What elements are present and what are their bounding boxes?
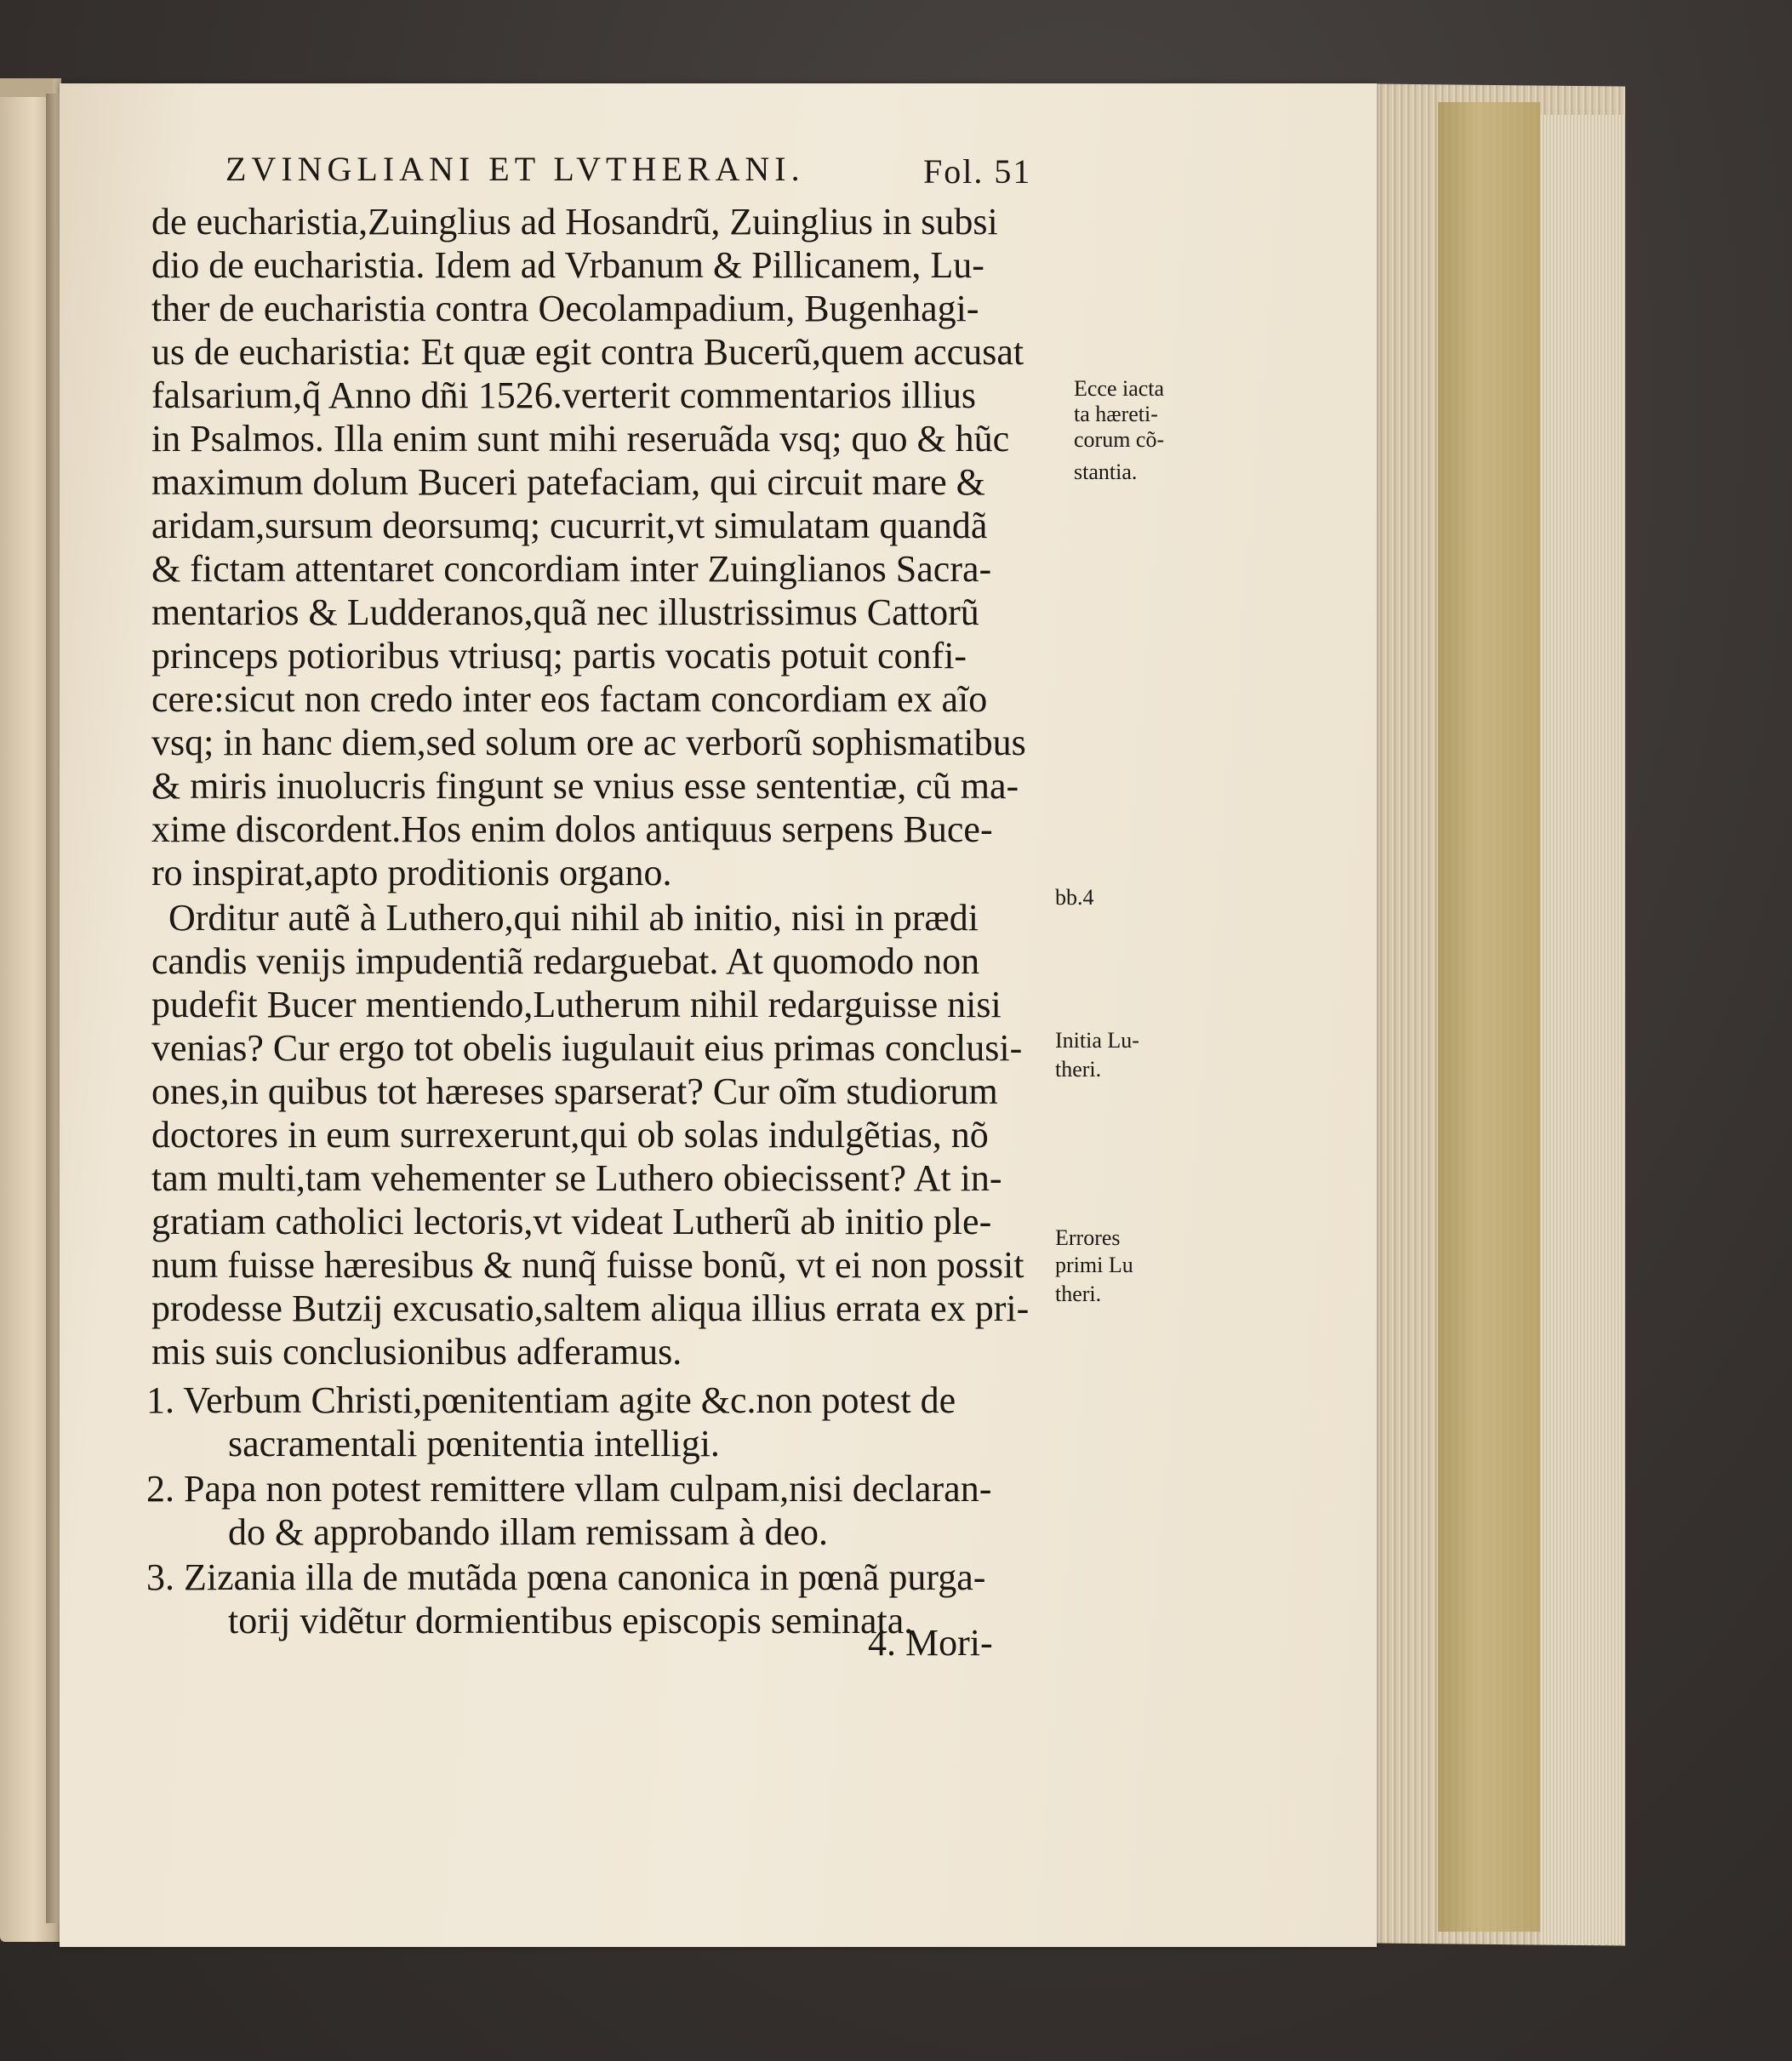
body-line: mentarios & Ludderanos,quã nec illustrissimus Cattorũ — [151, 591, 979, 633]
body-line: gratiam catholici lectoris,vt videat Lutherũ ab initio ple- — [151, 1201, 992, 1242]
body-line: tam multi,tam vehementer se Luthero obiecissent? At in- — [151, 1157, 1002, 1199]
body-line: candis venijs impudentiã redarguebat. At quomodo non — [151, 940, 980, 982]
body-line: ther de eucharistia contra Oecolampadium, Bugenhagi- — [151, 288, 979, 329]
margin-note-line: ta hæreti- — [1074, 402, 1158, 426]
margin-note-line: corum cõ- — [1074, 427, 1165, 452]
body-line: venias? Cur ergo tot obelis iugulauit eius primas conclusi- — [151, 1027, 1023, 1069]
body-line: maximum dolum Buceri patefaciam, qui circuit mare & — [151, 461, 985, 503]
body-line: pudefit Bucer mentiendo,Lutherum nihil redarguisse nisi — [151, 984, 1002, 1025]
running-title: ZVINGLIANI ET LVTHERANI. — [225, 150, 805, 188]
margin-note-line: primi Lu — [1055, 1253, 1133, 1277]
body-line: & fictam attentaret concordiam inter Zuinglianos Sacra- — [151, 548, 992, 590]
gilded-edge — [1438, 102, 1540, 1932]
body-line: ones,in quibus tot hæreses sparserat? Cur oĩm studiorum — [151, 1070, 998, 1112]
catchword: 4. Mori- — [868, 1622, 993, 1664]
body-line: mis suis conclusionibus adferamus. — [151, 1331, 682, 1373]
body-line: aridam,sursum deorsumq; cucurrit,vt simulatam quandã — [151, 505, 988, 546]
body-line: falsarium,q̃ Anno dñi 1526.verterit commentarios illius — [151, 374, 977, 416]
margin-note-line: Errores — [1055, 1225, 1121, 1250]
body-line: us de eucharistia: Et quæ egit contra Bucerũ,quem accusat — [151, 331, 1024, 373]
body-line: xime discordent.Hos enim dolos antiquus serpens Buce- — [151, 808, 993, 850]
margin-note-line: theri. — [1055, 1282, 1102, 1306]
body-line: de eucharistia,Zuinglius ad Hosandrũ, Zuinglius in subsi — [151, 201, 998, 243]
body-line: Orditur autẽ à Luthero,qui nihil ab initio, nisi in prædi — [168, 897, 979, 939]
signature-mark: bb.4 — [1055, 885, 1094, 910]
numbered-line: sacramentali pœnitentia intelligi. — [228, 1423, 720, 1464]
numbered-line: 1. Verbum Christi,pœnitentiam agite &c.non potest de — [146, 1379, 956, 1421]
body-line: prodesse Butzij excusatio,saltem aliqua illius errata ex pri- — [151, 1287, 1030, 1329]
left-page-top — [0, 78, 53, 97]
numbered-line: torij vidẽtur dormientibus episcopis seminata. — [228, 1600, 914, 1641]
body-line: princeps potioribus vtriusq; partis vocatis potuit confi- — [151, 635, 967, 677]
body-line: num fuisse hæresibus & nunq̃ fuisse bonũ, vt ei non possit — [151, 1244, 1024, 1286]
body-line: ro inspirat,apto proditionis organo. — [151, 852, 672, 893]
numbered-line: 2. Papa non potest remittere vllam culpam,nisi declaran- — [146, 1468, 992, 1510]
body-line: cere:sicut non credo inter eos factam concordiam ex aĩo — [151, 678, 988, 720]
margin-note-line: stantia. — [1074, 460, 1138, 484]
body-line: in Psalmos. Illa enim sunt mihi reseruãda vsq; quo & hũc — [151, 418, 1010, 460]
body-line: & miris inuolucris fingunt se vnius esse sententiæ, cũ ma- — [151, 765, 1019, 807]
numbered-line: do & approbando illam remissam à deo. — [228, 1511, 829, 1553]
margin-note-line: Ecce iacta — [1074, 376, 1165, 401]
folio-number: Fol. 51 — [923, 152, 1032, 191]
page-block-outer — [1540, 115, 1625, 1944]
margin-note-line: Initia Lu- — [1055, 1028, 1139, 1053]
numbered-line: 3. Zizania illa de mutãda pœna canonica in pœnã purga- — [146, 1556, 986, 1598]
body-line: doctores in eum surrexerunt,qui ob solas indulgẽtias, nõ — [151, 1114, 989, 1156]
body-line: vsq; in hanc diem,sed solum ore ac verborũ sophismatibus — [151, 722, 1026, 763]
body-line: dio de eucharistia. Idem ad Vrbanum & Pillicanem, Lu- — [151, 244, 984, 286]
margin-note-line: theri. — [1055, 1057, 1102, 1082]
